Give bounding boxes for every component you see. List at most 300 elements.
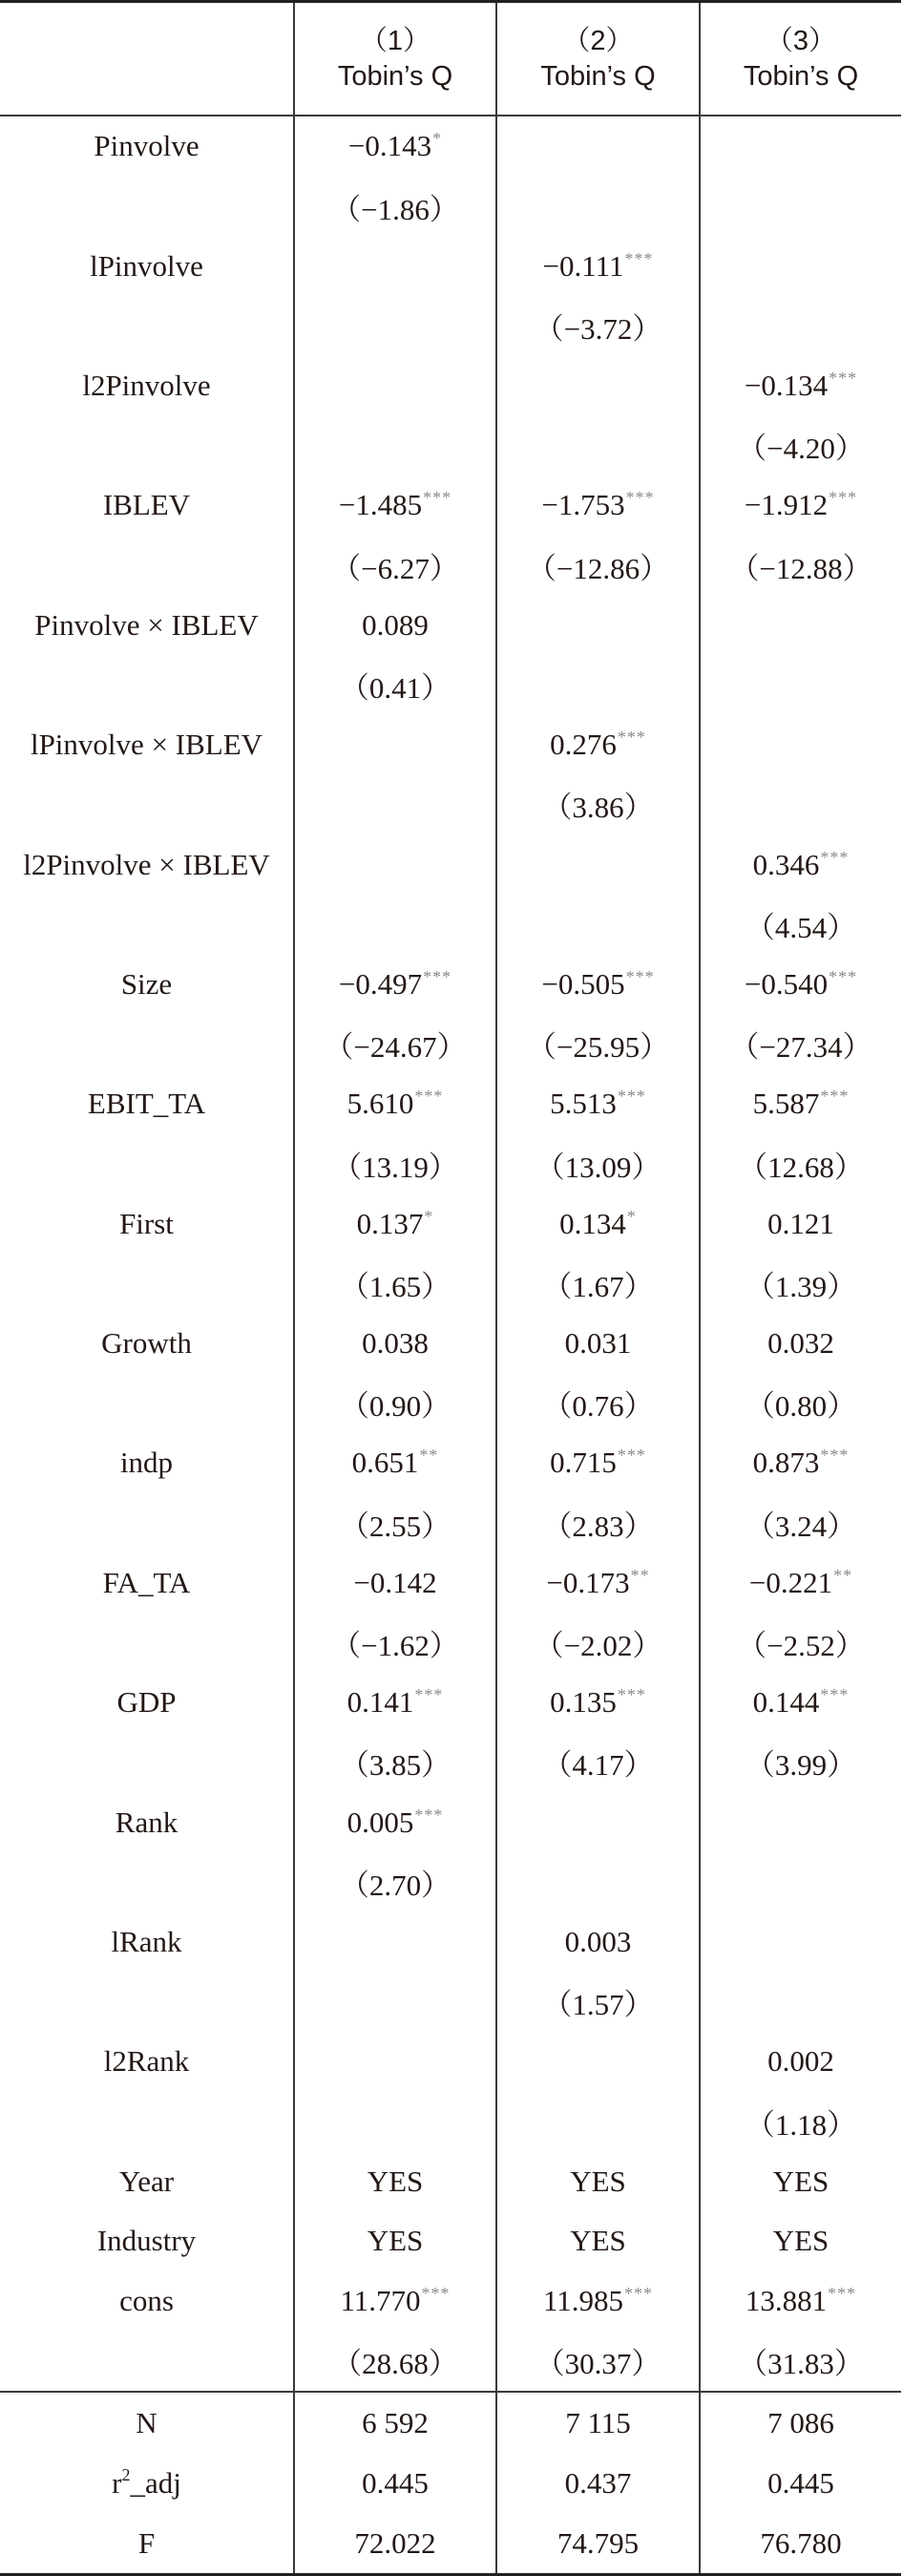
cell-value: 0.137 — [356, 1206, 424, 1240]
cell-value: （1.39） — [745, 1269, 857, 1303]
table-cell — [496, 1373, 700, 1433]
cell-value: −0.497 — [338, 966, 423, 1001]
row-label — [0, 2331, 294, 2392]
cell-value: 0.134 — [559, 1206, 626, 1240]
cell-value: （−4.20） — [737, 432, 865, 466]
table-cell — [294, 1373, 496, 1433]
table-cell — [700, 1553, 901, 1614]
table-cell — [700, 1852, 901, 1912]
table-cell — [496, 1852, 700, 1912]
table-cell — [496, 1014, 700, 1074]
significance-stars: * — [424, 1206, 434, 1226]
table-cell — [496, 1493, 700, 1553]
cell-value: （12.68） — [738, 1150, 864, 1184]
cell-value: 5.513 — [550, 1087, 617, 1121]
table-cell — [496, 1134, 700, 1194]
cell-value: −1.753 — [541, 488, 625, 522]
cell-value: 0.003 — [564, 1924, 632, 1958]
significance-stars: *** — [820, 847, 850, 867]
table-cell — [294, 1852, 496, 1912]
row-label: lPinvolve × IBLEV — [30, 728, 263, 762]
column-label: Tobin’s Q — [540, 60, 656, 92]
cell-value: 0.144 — [752, 1685, 820, 1720]
row-label: Pinvolve — [94, 129, 200, 163]
significance-stars: ** — [833, 1565, 853, 1585]
cell-value: （−6.27） — [331, 551, 459, 585]
column-header-1 — [294, 2, 496, 116]
table-row-n — [0, 2392, 901, 2453]
table-cell — [700, 1912, 901, 1973]
table-row — [0, 2092, 901, 2152]
table-cell — [294, 1792, 496, 1852]
row-label — [0, 1733, 294, 1793]
cell-value: （4.54） — [745, 910, 857, 944]
cell-value: （−27.34） — [729, 1030, 872, 1065]
row-label: Year — [118, 2164, 175, 2198]
row-label: cons — [119, 2284, 174, 2318]
table-cell — [294, 834, 496, 895]
row-label: First — [119, 1206, 174, 1240]
cell-value: −0.134 — [744, 369, 829, 403]
table-cell — [700, 1373, 901, 1433]
row-label — [0, 1852, 294, 1912]
table-cell — [496, 596, 700, 656]
table-row — [0, 1553, 901, 1614]
table-cell — [294, 715, 496, 775]
table-cell — [496, 536, 700, 596]
table-cell — [700, 536, 901, 596]
row-label: Rank — [115, 1805, 178, 1839]
table-cell — [496, 1972, 700, 2032]
column-header-3 — [700, 2, 901, 116]
cell-value: （4.17） — [542, 1748, 654, 1783]
cell-value: 0.873 — [752, 1446, 820, 1480]
cell-value: （3.86） — [542, 791, 654, 825]
table-row — [0, 1254, 901, 1314]
table-cell — [496, 655, 700, 715]
significance-stars: *** — [829, 966, 858, 986]
table-cell — [700, 356, 901, 416]
significance-stars: *** — [617, 1087, 646, 1107]
row-label: GDP — [116, 1685, 177, 1720]
table-cell — [700, 2331, 901, 2392]
cell-value: （0.80） — [745, 1389, 857, 1424]
table-cell — [496, 2032, 700, 2092]
cell-value: （13.09） — [535, 1150, 662, 1184]
table-cell: 76.780 — [700, 2513, 901, 2575]
row-label: EBIT_TA — [87, 1087, 206, 1121]
row-label — [0, 2092, 294, 2152]
cell-value: （−24.67） — [324, 1030, 467, 1065]
table-cell — [496, 2271, 700, 2332]
table-row — [0, 1613, 901, 1673]
row-label: lRank — [111, 1924, 182, 1958]
table-cell — [496, 116, 700, 177]
table-cell — [700, 1673, 901, 1733]
row-label — [0, 415, 294, 475]
table-footer — [0, 2392, 901, 2575]
row-label — [0, 2453, 294, 2513]
table-cell — [700, 715, 901, 775]
table-cell — [496, 2092, 700, 2152]
cell-value: −0.540 — [744, 966, 829, 1001]
significance-stars: *** — [828, 2284, 857, 2304]
significance-stars: *** — [423, 488, 452, 508]
table-cell — [700, 177, 901, 237]
table-cell — [496, 475, 700, 536]
cell-value: （2.83） — [542, 1509, 654, 1543]
row-label — [0, 775, 294, 835]
table-row — [0, 715, 901, 775]
cell-value: （−12.88） — [729, 551, 872, 585]
significance-stars: ** — [630, 1565, 650, 1585]
row-label — [0, 1134, 294, 1194]
cell-value: （−2.52） — [737, 1629, 865, 1663]
table-cell — [294, 296, 496, 356]
r2-base: r — [112, 2466, 122, 2501]
cell-value: （−1.86） — [331, 192, 459, 226]
cell-value: （3.85） — [339, 1748, 452, 1783]
table-cell — [700, 236, 901, 296]
table-cell — [294, 1254, 496, 1314]
table-cell — [496, 415, 700, 475]
significance-stars: *** — [624, 248, 654, 268]
table-cell — [294, 955, 496, 1015]
cell-value: （1.18） — [745, 2107, 857, 2142]
table-cell — [294, 236, 496, 296]
column-number: （1） — [359, 25, 431, 56]
table-cell — [294, 2211, 496, 2271]
table-cell — [294, 1193, 496, 1254]
cell-value: （28.68） — [332, 2347, 458, 2381]
table-cell — [496, 1254, 700, 1314]
significance-stars: *** — [624, 2284, 654, 2304]
table-cell — [496, 1912, 700, 1973]
cell-value: 0.031 — [564, 1326, 632, 1361]
table-cell — [496, 1314, 700, 1374]
table-cell: 0.437 — [496, 2453, 700, 2513]
table-row — [0, 236, 901, 296]
cell-value: （0.41） — [339, 671, 452, 706]
table-row — [0, 2032, 901, 2092]
cell-value: 5.610 — [346, 1087, 414, 1121]
table-row — [0, 177, 901, 237]
table-cell — [294, 2032, 496, 2092]
table-row — [0, 1014, 901, 1074]
cell-value: （3.99） — [745, 1748, 857, 1783]
table-cell — [496, 775, 700, 835]
table-row — [0, 655, 901, 715]
row-label — [0, 296, 294, 356]
table-cell — [700, 415, 901, 475]
table-cell — [496, 356, 700, 416]
significance-stars: *** — [820, 1685, 850, 1705]
cell-value: （3.24） — [745, 1509, 857, 1543]
table-cell — [294, 1493, 496, 1553]
cell-value: （2.55） — [339, 1509, 452, 1543]
row-label: lPinvolve — [90, 248, 203, 283]
table-row — [0, 775, 901, 835]
cell-value: 0.346 — [752, 847, 820, 881]
table-cell — [496, 955, 700, 1015]
row-label — [0, 1613, 294, 1673]
row-label — [0, 536, 294, 596]
table-cell — [700, 475, 901, 536]
cell-value: 0.715 — [550, 1446, 617, 1480]
table-cell — [294, 536, 496, 596]
cell-value: −1.912 — [744, 488, 829, 522]
table-cell: 74.795 — [496, 2513, 700, 2575]
cell-value: （1.67） — [542, 1269, 654, 1303]
cell-value: （0.76） — [542, 1389, 654, 1424]
cell-value: 0.276 — [550, 728, 617, 762]
table-row — [0, 2151, 901, 2211]
table-cell — [294, 2271, 496, 2332]
table-cell — [496, 2151, 700, 2211]
row-label — [0, 655, 294, 715]
row-label — [0, 895, 294, 955]
column-number: （2） — [562, 25, 634, 56]
table-row — [0, 596, 901, 656]
table-cell — [700, 296, 901, 356]
significance-stars: *** — [423, 966, 452, 986]
table-cell — [294, 2092, 496, 2152]
table-row — [0, 1433, 901, 1493]
table-cell: 72.022 — [294, 2513, 496, 2575]
table-row — [0, 1972, 901, 2032]
table-cell — [294, 895, 496, 955]
table-row — [0, 834, 901, 895]
row-label — [0, 1373, 294, 1433]
table-cell — [294, 356, 496, 416]
r2-suffix: _adj — [130, 2466, 181, 2501]
table-cell — [294, 1314, 496, 1374]
significance-stars: *** — [421, 2284, 451, 2304]
table-cell — [700, 2271, 901, 2332]
table-cell — [700, 116, 901, 177]
table-cell: 0.445 — [700, 2453, 901, 2513]
row-label: Industry — [96, 2224, 197, 2258]
table-row — [0, 536, 901, 596]
table-cell — [496, 1074, 700, 1134]
cell-value: −0.111 — [542, 248, 624, 283]
cell-value: 0.089 — [362, 607, 429, 642]
significance-stars: *** — [820, 1087, 850, 1107]
table-cell — [496, 834, 700, 895]
table-cell — [700, 1074, 901, 1134]
cell-value: 0.651 — [351, 1446, 419, 1480]
cell-value: （−25.95） — [526, 1030, 670, 1065]
table-row — [0, 356, 901, 416]
table-row — [0, 296, 901, 356]
column-label: Tobin’s Q — [337, 60, 453, 92]
table-row — [0, 415, 901, 475]
significance-stars: *** — [625, 966, 655, 986]
table-cell — [294, 1433, 496, 1493]
row-label: N — [0, 2392, 294, 2453]
table-cell — [294, 1972, 496, 2032]
table-body — [0, 116, 901, 2392]
table-row-r2-adj — [0, 2453, 901, 2513]
significance-stars: *** — [829, 369, 858, 389]
table-cell — [496, 2331, 700, 2392]
table-cell — [496, 1193, 700, 1254]
table-cell — [700, 775, 901, 835]
table-cell — [496, 296, 700, 356]
significance-stars: *** — [414, 1685, 444, 1705]
cell-value: 13.881 — [745, 2284, 828, 2318]
table-cell — [496, 715, 700, 775]
table-cell — [700, 1972, 901, 2032]
table-row — [0, 2331, 901, 2392]
table-row — [0, 1673, 901, 1733]
table-cell: 6 592 — [294, 2392, 496, 2453]
significance-stars: *** — [820, 1446, 850, 1466]
significance-stars: ** — [419, 1446, 439, 1466]
table-cell — [700, 1493, 901, 1553]
row-label — [0, 1972, 294, 2032]
table-cell: 0.445 — [294, 2453, 496, 2513]
header-row — [0, 2, 901, 116]
cell-value: 5.587 — [752, 1087, 820, 1121]
cell-value: 0.002 — [767, 2044, 834, 2079]
table-row — [0, 1852, 901, 1912]
cell-value: YES — [772, 2164, 830, 2198]
table-cell — [294, 2331, 496, 2392]
significance-stars: * — [432, 129, 443, 149]
cell-value: −1.485 — [338, 488, 423, 522]
cell-value: 11.985 — [542, 2284, 624, 2318]
significance-stars: * — [626, 1206, 637, 1226]
table-cell — [700, 1254, 901, 1314]
table-cell — [294, 1014, 496, 1074]
table-cell — [496, 1433, 700, 1493]
cell-value: 0.135 — [550, 1685, 617, 1720]
table-cell — [700, 2092, 901, 2152]
table-cell — [294, 116, 496, 177]
cell-value: YES — [367, 2164, 424, 2198]
cell-value: （30.37） — [535, 2347, 662, 2381]
header-corner — [0, 2, 294, 116]
table-row — [0, 2271, 901, 2332]
table-cell — [294, 1733, 496, 1793]
table-cell — [294, 1673, 496, 1733]
table-cell — [496, 2211, 700, 2271]
row-label: Growth — [101, 1326, 192, 1361]
cell-value: 0.141 — [346, 1685, 414, 1720]
table-cell — [496, 1613, 700, 1673]
table-cell — [294, 415, 496, 475]
table-cell — [700, 1433, 901, 1493]
column-label: Tobin’s Q — [743, 60, 859, 92]
table-row — [0, 895, 901, 955]
significance-stars: *** — [617, 1446, 646, 1466]
table-cell — [700, 655, 901, 715]
significance-stars: *** — [617, 1685, 646, 1705]
table-row — [0, 1493, 901, 1553]
table-cell — [700, 834, 901, 895]
significance-stars: *** — [625, 488, 655, 508]
table-cell — [294, 1912, 496, 1973]
table-row-f — [0, 2513, 901, 2575]
table-cell — [700, 1014, 901, 1074]
column-header-2 — [496, 2, 700, 116]
significance-stars: *** — [829, 488, 858, 508]
table-cell — [294, 475, 496, 536]
cell-value: −0.173 — [546, 1565, 630, 1599]
table-cell — [294, 177, 496, 237]
table-row — [0, 116, 901, 177]
table-cell — [496, 895, 700, 955]
table-cell — [294, 1553, 496, 1614]
cell-value: （−3.72） — [534, 311, 662, 346]
cell-value: 0.032 — [767, 1326, 834, 1361]
table-cell — [700, 895, 901, 955]
table-cell — [496, 177, 700, 237]
r2-superscript: 2 — [121, 2465, 131, 2485]
table-cell — [700, 1193, 901, 1254]
cell-value: 11.770 — [340, 2284, 421, 2318]
table-row — [0, 1134, 901, 1194]
cell-value: （1.57） — [542, 1988, 654, 2022]
cell-value: 0.005 — [346, 1805, 414, 1839]
table-row — [0, 1193, 901, 1254]
cell-value: （31.83） — [738, 2347, 864, 2381]
table-row — [0, 1373, 901, 1433]
row-label: l2Pinvolve × IBLEV — [23, 847, 270, 881]
row-label: indp — [119, 1446, 174, 1480]
significance-stars: *** — [617, 728, 646, 748]
row-label: FA_TA — [102, 1565, 191, 1599]
cell-value: −0.505 — [541, 966, 625, 1001]
table-cell — [496, 1792, 700, 1852]
significance-stars: *** — [414, 1087, 444, 1107]
table-cell — [700, 1792, 901, 1852]
table-cell — [294, 2151, 496, 2211]
table-cell — [700, 2211, 901, 2271]
cell-value: （−12.86） — [526, 551, 670, 585]
table-cell — [294, 775, 496, 835]
table-row — [0, 1733, 901, 1793]
table-cell — [294, 1134, 496, 1194]
significance-stars: *** — [414, 1805, 444, 1825]
table-cell: 7 086 — [700, 2392, 901, 2453]
table-row — [0, 1074, 901, 1134]
row-label — [0, 1493, 294, 1553]
table-cell — [700, 596, 901, 656]
cell-value: （1.65） — [339, 1269, 452, 1303]
table-cell — [700, 1134, 901, 1194]
cell-value: YES — [570, 2224, 626, 2258]
cell-value: YES — [772, 2224, 830, 2258]
cell-value: 0.121 — [767, 1206, 834, 1240]
cell-value: YES — [367, 2224, 424, 2258]
table-cell — [700, 2032, 901, 2092]
row-label: l2Pinvolve — [82, 369, 211, 403]
row-label: F — [0, 2513, 294, 2575]
table-cell — [700, 955, 901, 1015]
cell-value: YES — [570, 2164, 626, 2198]
table-row — [0, 2211, 901, 2271]
cell-value: （−2.02） — [534, 1629, 662, 1663]
table-cell — [700, 1314, 901, 1374]
table-row — [0, 1792, 901, 1852]
cell-value: （13.19） — [332, 1150, 458, 1184]
table-row — [0, 1314, 901, 1374]
table-row — [0, 1912, 901, 1973]
table-cell — [294, 1074, 496, 1134]
table-cell — [496, 236, 700, 296]
